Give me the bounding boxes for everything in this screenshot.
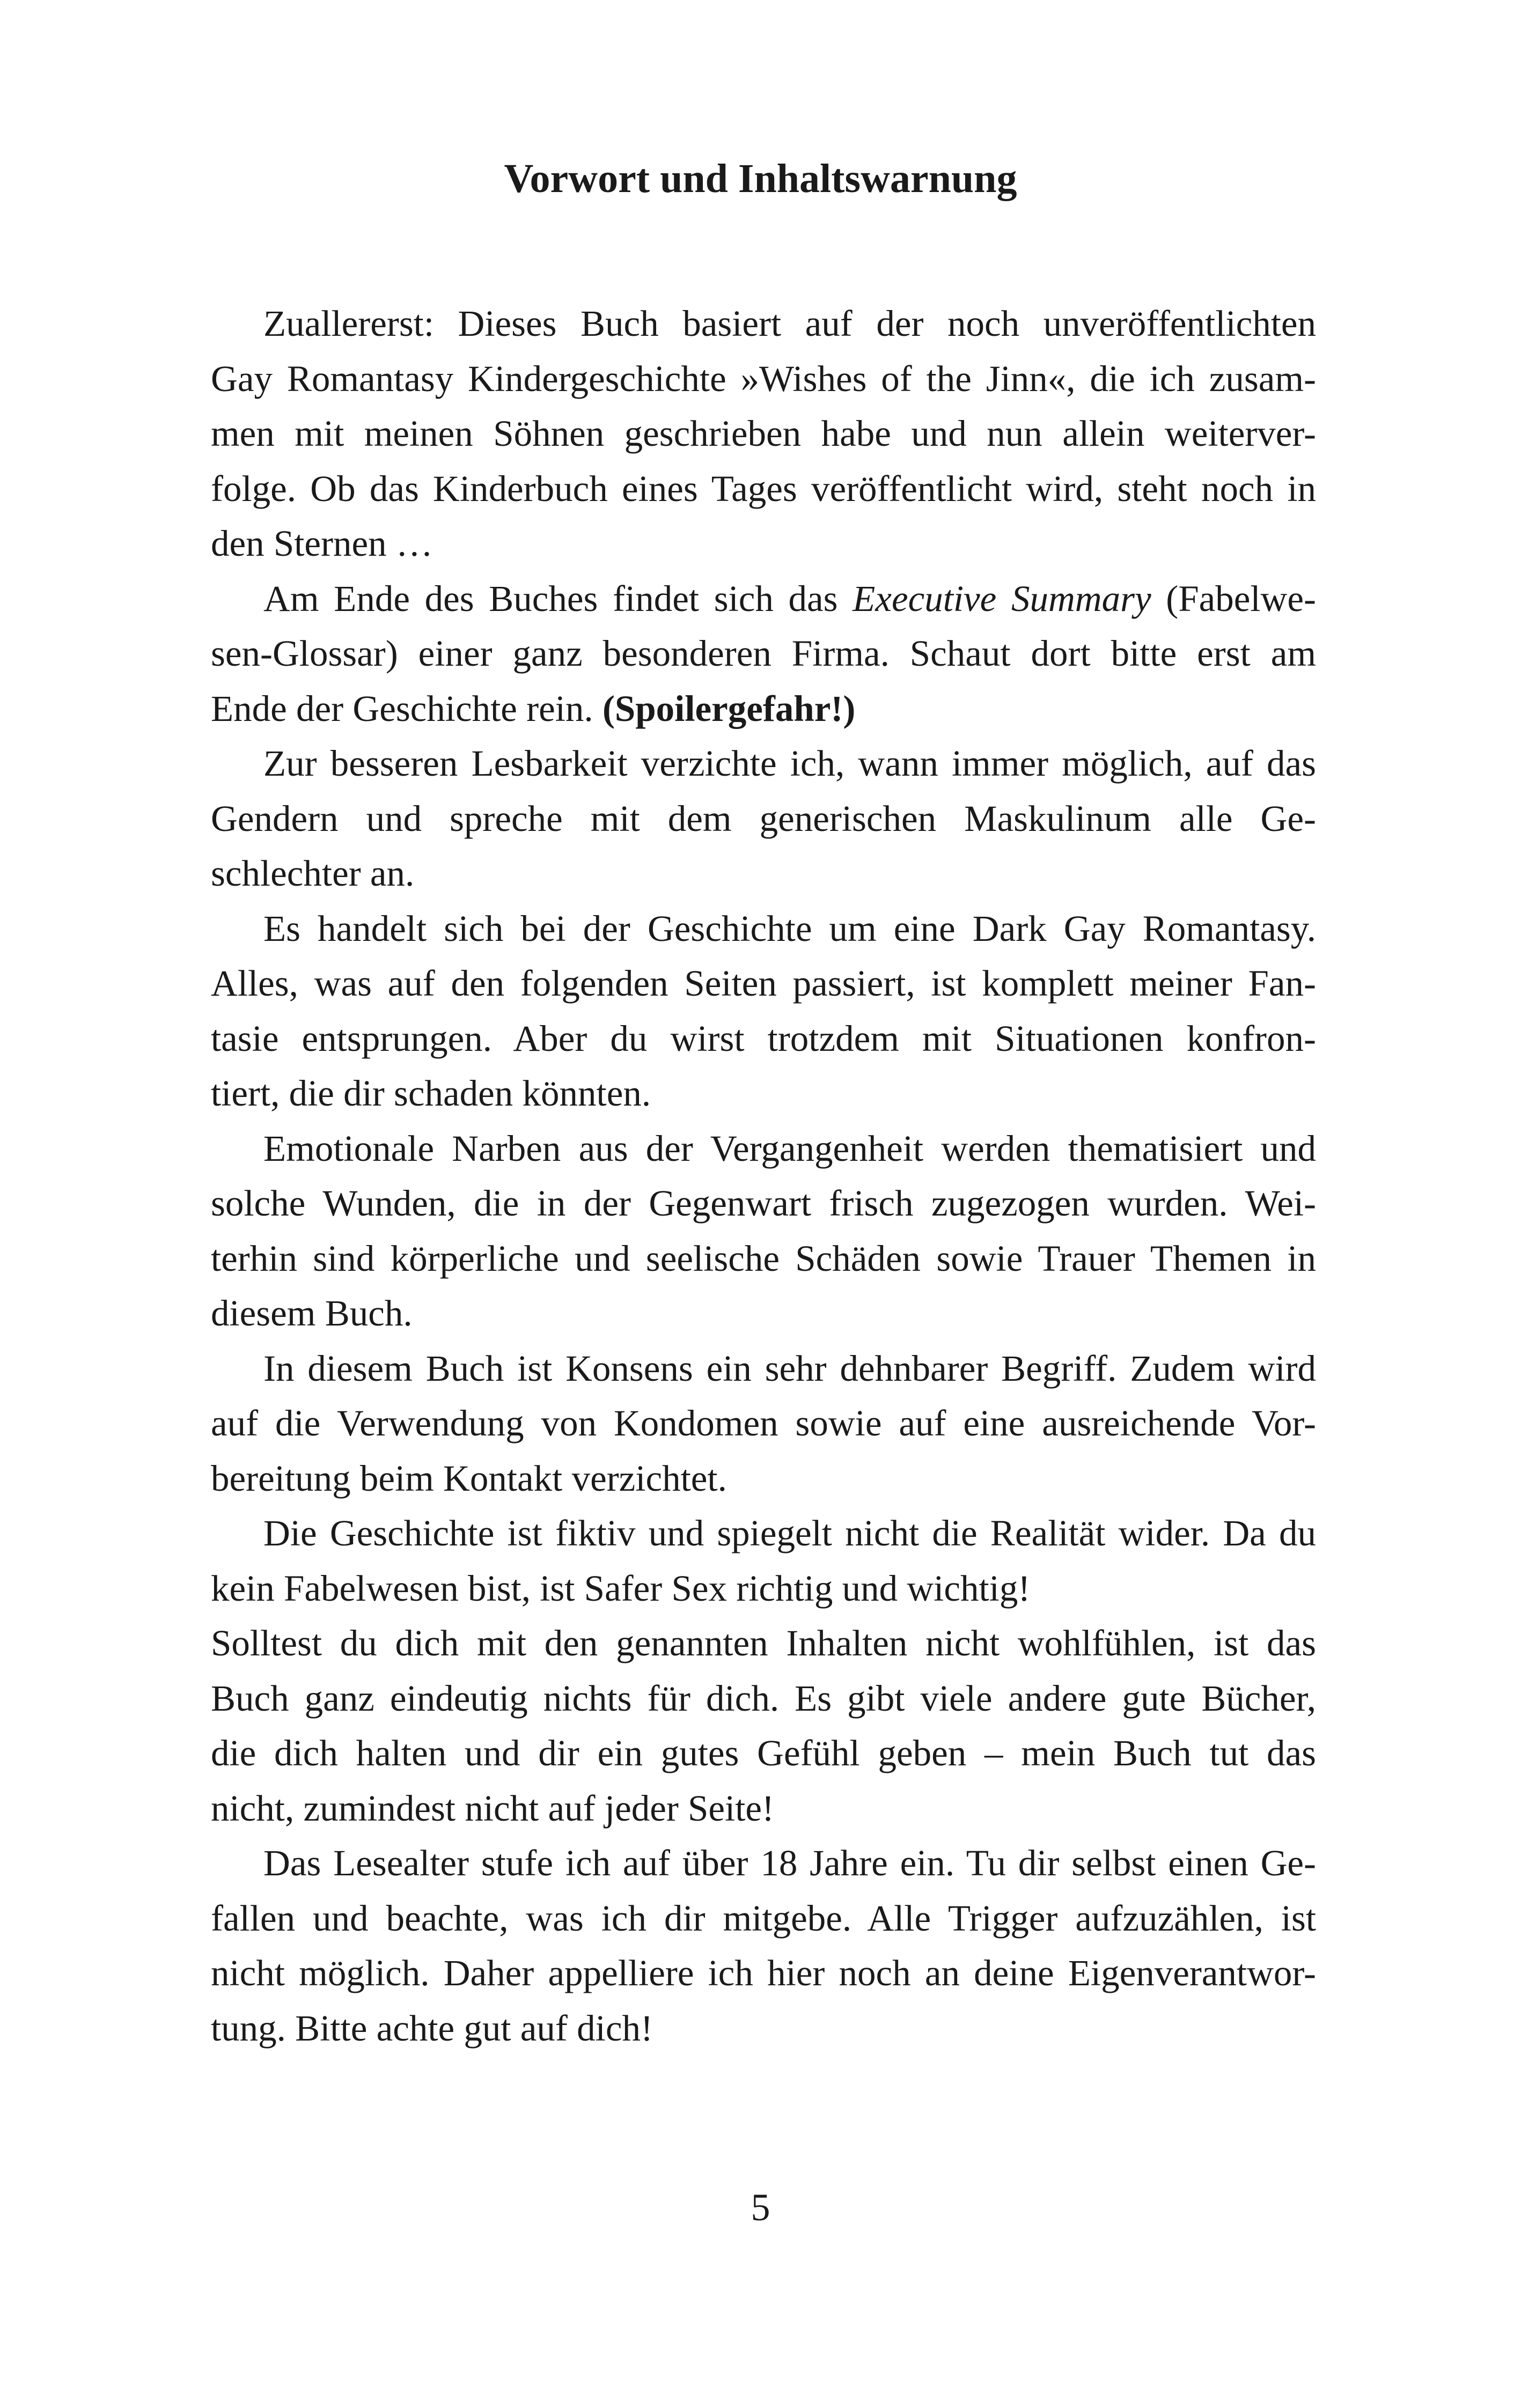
- paragraph-line: terhin sind körperliche und seelische Schäden sowie Trauer Themen in: [211, 1238, 1316, 1279]
- italic-text: Executive Summary: [853, 578, 1151, 619]
- paragraph-line: schlechter an.: [211, 853, 415, 894]
- paragraph-line: Am Ende des Buches findet sich das Executive Summary (Fabelwe-: [263, 578, 1316, 619]
- paragraph-line: bereitung beim Kontakt verzichtet.: [211, 1457, 727, 1499]
- paragraph-line: fallen und beachte, was ich dir mitgebe. Alle Trigger aufzuzählen, ist: [211, 1897, 1316, 1939]
- paragraph-line: Zuallererst: Dieses Buch basiert auf der noch unveröffentlichten: [263, 303, 1316, 344]
- paragraph: [211, 1616, 1316, 1836]
- paragraph-line: tiert, die dir schaden könnten.: [211, 1073, 651, 1114]
- paragraph-line: kein Fabelwesen bist, ist Safer Sex richtig und wichtig!: [211, 1567, 1031, 1609]
- paragraph-line: Es handelt sich bei der Geschichte um eine Dark Gay Romantasy.: [263, 908, 1316, 949]
- paragraph-line: den Sternen …: [211, 523, 433, 564]
- page-number: 5: [751, 2186, 770, 2229]
- paragraph-line: Die Geschichte ist fiktiv und spiegelt nicht die Realität wider. Da du: [263, 1513, 1316, 1553]
- paragraph-line: Das Lesealter stufe ich auf über 18 Jahre ein. Tu dir selbst einen Ge-: [263, 1843, 1316, 1883]
- paragraph-line: In diesem Buch ist Konsens ein sehr dehnbarer Begriff. Zudem wird: [263, 1347, 1316, 1389]
- paragraph: [211, 901, 1316, 1121]
- paragraph-line: Gay Romantasy Kindergeschichte »Wishes of the Jinn«, die ich zusam-: [211, 358, 1316, 399]
- bold-text: (Spoilergefahr!): [602, 688, 856, 729]
- body-text: [211, 296, 1316, 2056]
- paragraph-line: Buch ganz eindeutig nichts für dich. Es gibt viele andere gute Bücher,: [211, 1677, 1316, 1719]
- paragraph-line: solche Wunden, die in der Gegenwart frisch zugezogen wurden. Wei-: [211, 1183, 1316, 1224]
- paragraph-line: Emotionale Narben aus der Vergangenheit werden thematisiert und: [263, 1128, 1316, 1169]
- paragraph: [211, 1121, 1316, 1341]
- paragraph-line: Gendern und spreche mit dem generischen Maskulinum alle Ge-: [211, 798, 1316, 839]
- paragraph: [211, 1836, 1316, 2056]
- paragraph-line: Solltest du dich mit den genannten Inhalten nicht wohlfühlen, ist das: [211, 1623, 1316, 1663]
- paragraph-line: tasie entsprungen. Aber du wirst trotzdem mit Situationen konfron-: [211, 1018, 1316, 1059]
- paragraph-line: diesem Buch.: [211, 1293, 413, 1334]
- paragraph-line: auf die Verwendung von Kondomen sowie auf eine ausreichende Vor-: [211, 1403, 1316, 1444]
- paragraph-line: men mit meinen Söhnen geschrieben habe und nun allein weiterver-: [211, 413, 1316, 454]
- paragraph: [211, 1341, 1316, 1506]
- paragraph-line: sen-Glossar) einer ganz besonderen Firma. Schaut dort bitte erst am: [211, 633, 1316, 674]
- paragraph-line: folge. Ob das Kinderbuch eines Tages veröffentlicht wird, steht noch in: [211, 468, 1316, 509]
- paragraph-line: nicht, zumindest nicht auf jeder Seite!: [211, 1787, 774, 1829]
- paragraph-line: tung. Bitte achte gut auf dich!: [211, 2007, 653, 2049]
- page-title: Vorwort und Inhaltswarnung: [504, 156, 1017, 201]
- paragraph-line: nicht möglich. Daher appelliere ich hier noch an deine Eigenverantwor-: [211, 1953, 1316, 1993]
- paragraph-line: Zur besseren Lesbarkeit verzichte ich, wann immer möglich, auf das: [263, 743, 1316, 784]
- paragraph: [211, 736, 1316, 901]
- paragraph-line: die dich halten und dir ein gutes Gefühl geben – mein Buch tut das: [211, 1733, 1316, 1773]
- paragraph: [211, 571, 1316, 737]
- paragraph-line: Alles, was auf den folgenden Seiten passiert, ist komplett meiner Fan-: [211, 963, 1316, 1004]
- paragraph: [211, 296, 1316, 571]
- paragraph: [211, 1506, 1316, 1616]
- paragraph-line: Ende der Geschichte rein. (Spoilergefahr!): [211, 688, 856, 729]
